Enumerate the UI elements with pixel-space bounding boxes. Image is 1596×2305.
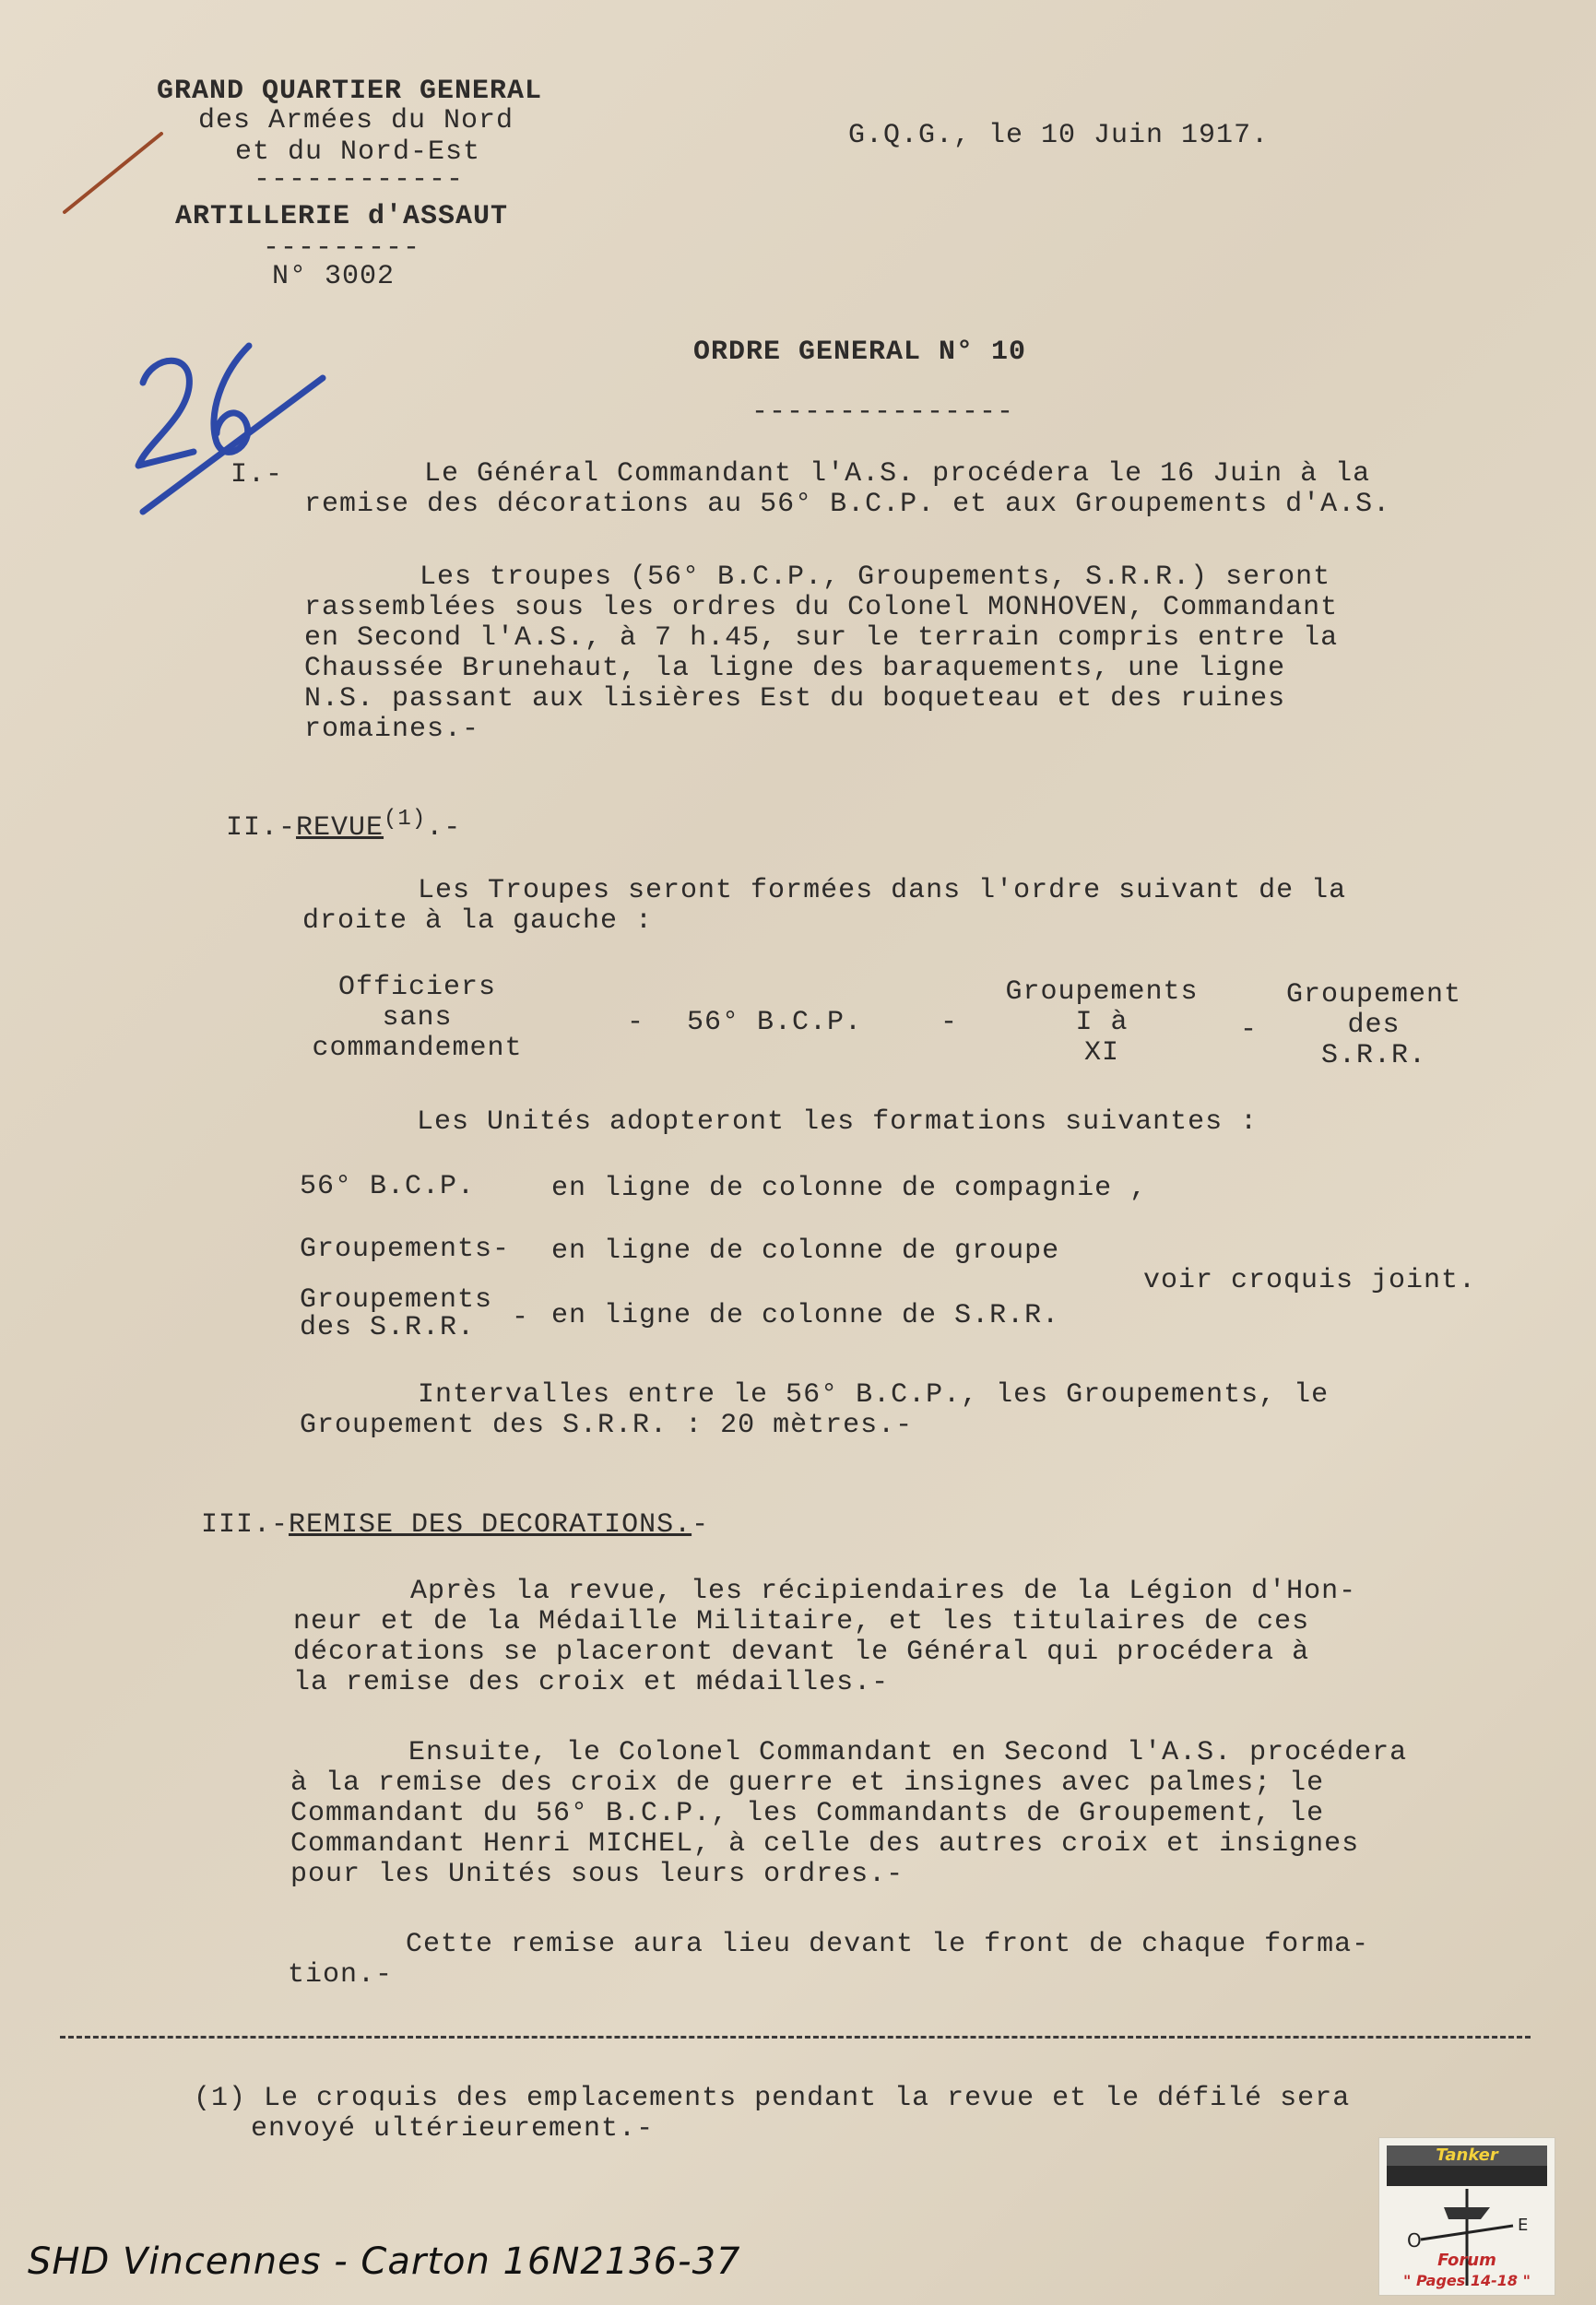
text-line: remise des décorations au 56° B.C.P. et aux Groupements d'A.S. <box>304 489 1391 520</box>
text-line: Groupements <box>1005 976 1199 1008</box>
logo-pages: " Pages 14-18 " <box>1403 2272 1531 2289</box>
archive-caption: SHD Vincennes - Carton 16N2136-37 <box>28 2240 741 2283</box>
header-org-line1: GRAND QUARTIER GENERAL <box>157 76 543 107</box>
text-line: décorations se placeront devant le Général qui procédera à <box>293 1637 1310 1668</box>
text-line: Commandant Henri MICHEL, à celle des autres croix et insignes <box>290 1828 1360 1860</box>
order-col-officers <box>300 973 535 1064</box>
formation-3-label <box>300 1286 492 1342</box>
text-line: Groupement des S.R.R. : 20 mètres.- <box>300 1410 914 1441</box>
section1-paragraph1 <box>304 459 1390 520</box>
text-line: rassemblées sous les ordres du Colonel MONHOVEN, Commandant <box>304 592 1339 623</box>
section2-intro <box>302 876 1346 937</box>
order-dash-1: - <box>627 1007 645 1038</box>
text-line: en Second l'A.S., à 7 h.45, sur le terrain compris entre la <box>304 622 1339 654</box>
formation-2-value: en ligne de colonne de groupe <box>551 1235 1060 1267</box>
logo-brand: Tanker <box>1436 2145 1498 2165</box>
footnote <box>194 2084 1350 2145</box>
logo-west: O <box>1407 2229 1422 2252</box>
section3-paragraph1 <box>293 1577 1356 1698</box>
text-line: romaines.- <box>304 714 480 745</box>
formation-3-value: en ligne de colonne de S.R.R. <box>551 1300 1060 1331</box>
text-line: I à <box>1075 1007 1129 1038</box>
section3-paragraph3 <box>288 1930 1369 1991</box>
header-org-line2: des Armées du Nord <box>198 105 514 136</box>
header-unit: ARTILLERIE d'ASSAUT <box>175 201 509 232</box>
text-line: pour les Unités sous leurs ordres.- <box>290 1859 904 1890</box>
forum-logo-graphic <box>1379 2138 1555 2295</box>
forum-logo <box>1378 2137 1555 2296</box>
text-line: envoyé ultérieurement.- <box>251 2113 655 2145</box>
formations-intro: Les Unités adopteront les formations suivantes : <box>417 1106 1259 1138</box>
order-col-groupements <box>987 977 1217 1069</box>
text-line: la remise des croix et médailles.- <box>293 1667 890 1698</box>
section3-paragraph2 <box>290 1738 1407 1890</box>
header-number: N° 3002 <box>272 261 396 292</box>
header-separator-2: --------- <box>263 232 421 264</box>
section1-paragraph2 <box>304 562 1338 745</box>
text-line: des S.R.R. <box>300 1312 476 1343</box>
section2-heading <box>226 807 461 844</box>
text-line: S.R.R. <box>1320 1040 1427 1071</box>
formation-3-dash: - <box>512 1302 530 1333</box>
section3-heading-tail: - <box>692 1509 710 1541</box>
see-sketch-note: voir croquis joint. <box>1143 1265 1477 1296</box>
section2-numeral: II.- <box>226 812 297 844</box>
order-col-bcp: 56° B.C.P. <box>687 1007 863 1038</box>
text-line: (1) Le croquis des emplacements pendant la revue et le défilé sera <box>194 2083 1351 2114</box>
section3-heading <box>201 1509 709 1541</box>
text-line: des <box>1347 1010 1401 1041</box>
text-line: tion.- <box>288 1959 394 1991</box>
text-line: Officiers <box>337 972 497 1003</box>
text-line: droite à la gauche : <box>302 905 654 937</box>
text-line: XI <box>1083 1037 1119 1069</box>
section2-heading-tail: .- <box>426 812 462 844</box>
footnote-separator <box>60 2036 1531 2039</box>
text-line: Ensuite, le Colonel Commandant en Second l'A.S. procédera <box>408 1737 1408 1768</box>
header-separator: ------------ <box>254 164 465 195</box>
order-dash-3: - <box>1240 1014 1259 1046</box>
text-line: neur et de la Médaille Militaire, et les titulaires de ces <box>293 1606 1310 1637</box>
text-line: N.S. passant aux lisières Est du boqueteau et des ruines <box>304 683 1286 715</box>
order-col-srr <box>1263 980 1484 1071</box>
section3-heading-text: REMISE DES DECORATIONS. <box>289 1509 692 1541</box>
text-line: Groupements <box>300 1284 493 1316</box>
intervals-paragraph <box>300 1380 1329 1441</box>
red-pencil-mark <box>55 120 175 221</box>
footnote-ref: (1) <box>384 807 427 832</box>
text-line: Après la revue, les récipiendaires de la Légion d'Hon- <box>410 1576 1357 1607</box>
formation-2-label: Groupements- <box>300 1234 511 1265</box>
document-date: G.Q.G., le 10 Juin 1917. <box>848 120 1270 151</box>
formation-1-value: en ligne de colonne de compagnie , <box>551 1173 1148 1204</box>
text-line: Les troupes (56° B.C.P., Groupements, S.R.R.) seront <box>420 561 1331 593</box>
text-line: Groupement <box>1285 979 1462 1011</box>
logo-east: E <box>1518 2216 1529 2235</box>
text-line: commandement <box>312 1033 523 1064</box>
text-line: Commandant du 56° B.C.P., les Commandants de Groupement, le <box>290 1798 1325 1829</box>
header-org-line3: et du Nord-Est <box>235 136 481 168</box>
formation-1-label: 56° B.C.P. <box>300 1171 476 1202</box>
text-line: Les Troupes seront formées dans l'ordre suivant de la <box>418 875 1347 906</box>
order-title: ORDRE GENERAL N° 10 <box>693 337 1027 368</box>
text-line: Le Général Commandant l'A.S. procédera le 16 Juin à la <box>424 458 1371 490</box>
text-line: sans <box>382 1002 453 1034</box>
section1-numeral: I.- <box>231 459 284 491</box>
order-dash-2: - <box>940 1007 959 1038</box>
section3-numeral: III.- <box>201 1509 290 1541</box>
section2-heading-text: REVUE <box>296 812 384 844</box>
order-title-rule: --------------- <box>751 396 1015 428</box>
logo-forum: Forum <box>1437 2251 1496 2270</box>
text-line: Chaussée Brunehaut, la ligne des baraquements, une ligne <box>304 653 1286 684</box>
text-line: Cette remise aura lieu devant le front de chaque forma- <box>406 1929 1370 1960</box>
text-line: à la remise des croix de guerre et insignes avec palmes; le <box>290 1767 1325 1799</box>
text-line: Intervalles entre le 56° B.C.P., les Groupements, le <box>418 1379 1330 1411</box>
